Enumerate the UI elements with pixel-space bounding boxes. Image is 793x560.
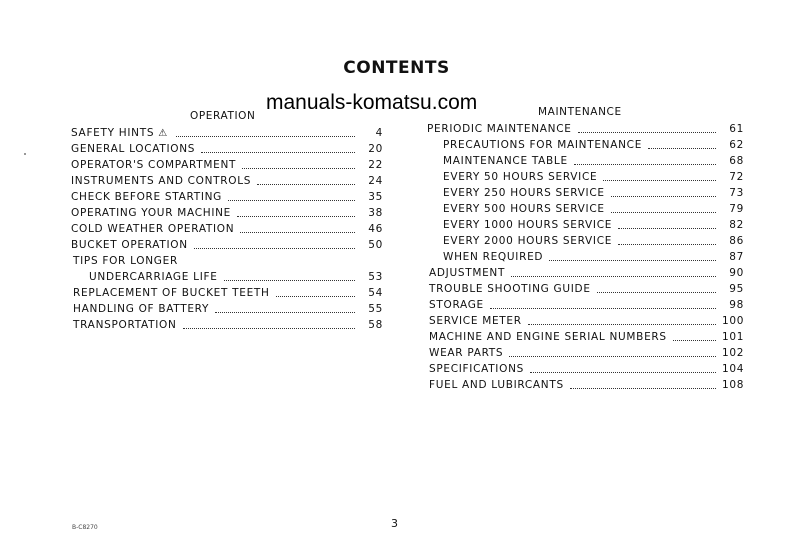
- toc-entry[interactable]: [443, 249, 744, 265]
- toc-entry[interactable]: [443, 185, 744, 201]
- leader-dots: [530, 372, 716, 373]
- leader-dots: [511, 276, 716, 277]
- toc-label: REPLACEMENT OF BUCKET TEETH: [73, 287, 270, 299]
- leader-dots: [578, 132, 716, 133]
- toc-entry[interactable]: [73, 301, 383, 317]
- toc-page: 20: [368, 143, 383, 155]
- scan-speck: [24, 153, 26, 155]
- leader-dots: [603, 180, 716, 181]
- toc-label: ADJUSTMENT: [429, 267, 506, 279]
- toc-entry[interactable]: [443, 169, 744, 185]
- leader-dots: [574, 164, 716, 165]
- warning-icon: ⚠: [158, 127, 168, 139]
- toc-entry[interactable]: [429, 345, 744, 361]
- leader-dots: [611, 212, 716, 213]
- toc-page: 82: [729, 219, 744, 231]
- leader-dots: [257, 184, 355, 185]
- toc-entry[interactable]: [71, 221, 383, 237]
- toc-page: 55: [368, 303, 383, 315]
- toc-page: 98: [729, 299, 744, 311]
- document-code: B-C8270: [72, 524, 98, 531]
- toc-entry[interactable]: [429, 265, 744, 281]
- leader-dots: [611, 196, 716, 197]
- toc-entry[interactable]: [71, 141, 383, 157]
- toc-entry[interactable]: [443, 153, 744, 169]
- toc-page: 35: [368, 191, 383, 203]
- toc-label: TRANSPORTATION: [73, 319, 177, 331]
- toc-label: SPECIFICATIONS: [429, 363, 524, 375]
- toc-page: 72: [729, 171, 744, 183]
- toc-entry[interactable]: [429, 297, 744, 313]
- toc-entry[interactable]: [71, 125, 383, 141]
- maintenance-heading: MAINTENANCE: [538, 106, 622, 118]
- toc-entry[interactable]: [443, 233, 744, 249]
- toc-label: EVERY 50 HOURS SERVICE: [443, 171, 598, 183]
- toc-page: 102: [722, 347, 745, 359]
- toc-page: 87: [729, 251, 744, 263]
- toc-page: 108: [722, 379, 745, 391]
- leader-dots: [673, 340, 716, 341]
- toc-entry[interactable]: [429, 377, 744, 393]
- toc-entry[interactable]: [443, 137, 744, 153]
- toc-page: 100: [722, 315, 745, 327]
- toc-page: 62: [729, 139, 744, 151]
- leader-dots: [276, 296, 355, 297]
- leader-dots: [528, 324, 716, 325]
- toc-label: EVERY 1000 HOURS SERVICE: [443, 219, 613, 231]
- toc-page: 104: [722, 363, 745, 375]
- toc-label: PERIODIC MAINTENANCE: [427, 123, 572, 135]
- toc-label: MAINTENANCE TABLE: [443, 155, 568, 167]
- toc-label: OPERATOR'S COMPARTMENT: [71, 159, 237, 171]
- toc-label: CHECK BEFORE STARTING: [71, 191, 223, 203]
- toc-entry[interactable]: [429, 361, 744, 377]
- toc-page: 95: [729, 283, 744, 295]
- toc-page: 68: [729, 155, 744, 167]
- toc-entry[interactable]: [71, 237, 383, 253]
- toc-page: 4: [375, 127, 383, 139]
- leader-dots: [194, 248, 355, 249]
- toc-label: HANDLING OF BATTERY: [73, 303, 210, 315]
- toc-label: WHEN REQUIRED: [443, 251, 544, 263]
- leader-dots: [490, 308, 716, 309]
- toc-page: 101: [722, 331, 745, 343]
- toc-label: EVERY 250 HOURS SERVICE: [443, 187, 605, 199]
- toc-entry[interactable]: [89, 269, 383, 285]
- leader-dots: [618, 228, 716, 229]
- toc-page: 61: [729, 123, 744, 135]
- leader-dots: [242, 168, 355, 169]
- toc-page: 54: [368, 287, 383, 299]
- toc-entry[interactable]: [427, 121, 744, 137]
- watermark-text: manuals-komatsu.com: [266, 91, 478, 114]
- toc-entry[interactable]: [71, 157, 383, 173]
- leader-dots: [237, 216, 355, 217]
- toc-entry[interactable]: [443, 217, 744, 233]
- toc-label: MACHINE AND ENGINE SERIAL NUMBERS: [429, 331, 667, 343]
- toc-label: EVERY 2000 HOURS SERVICE: [443, 235, 613, 247]
- toc-label: FUEL AND LUBIRCANTS: [429, 379, 564, 391]
- toc-page: 38: [368, 207, 383, 219]
- toc-entry[interactable]: [443, 201, 744, 217]
- toc-label: PRECAUTIONS FOR MAINTENANCE: [443, 139, 643, 151]
- leader-dots: [648, 148, 716, 149]
- toc-page: 79: [729, 203, 744, 215]
- page-number: 3: [391, 517, 398, 530]
- toc-page: 73: [729, 187, 744, 199]
- leader-dots: [618, 244, 716, 245]
- toc-label: UNDERCARRIAGE LIFE: [89, 271, 218, 283]
- toc-label: GENERAL LOCATIONS: [71, 143, 196, 155]
- toc-label: INSTRUMENTS AND CONTROLS: [71, 175, 252, 187]
- leader-dots: [215, 312, 355, 313]
- operation-heading: OPERATION: [190, 110, 256, 122]
- toc-page: 24: [368, 175, 383, 187]
- toc-page: 53: [368, 271, 383, 283]
- page-title: CONTENTS: [343, 58, 450, 78]
- toc-label: OPERATING YOUR MACHINE: [71, 207, 232, 219]
- toc-label: WEAR PARTS: [429, 347, 504, 359]
- toc-label: BUCKET OPERATION: [71, 239, 188, 251]
- toc-page: 22: [368, 159, 383, 171]
- toc-page: 86: [729, 235, 744, 247]
- toc-entry[interactable]: [73, 317, 383, 333]
- leader-dots: [201, 152, 355, 153]
- toc-label: COLD WEATHER OPERATION: [71, 223, 235, 235]
- leader-dots: [509, 356, 716, 357]
- toc-entry[interactable]: [429, 281, 744, 297]
- leader-dots: [549, 260, 716, 261]
- toc-label: SERVICE METER: [429, 315, 522, 327]
- leader-dots: [570, 388, 716, 389]
- toc-page: 58: [368, 319, 383, 331]
- leader-dots: [176, 136, 355, 137]
- leader-dots: [597, 292, 716, 293]
- toc-entry[interactable]: [71, 189, 383, 205]
- leader-dots: [228, 200, 355, 201]
- toc-entry[interactable]: [73, 285, 383, 301]
- toc-entry[interactable]: [71, 205, 383, 221]
- toc-page: 46: [368, 223, 383, 235]
- toc-entry[interactable]: [429, 313, 744, 329]
- toc-label: TIPS FOR LONGER: [73, 255, 178, 267]
- toc-label: SAFETY HINTS: [71, 127, 155, 139]
- leader-dots: [240, 232, 355, 233]
- toc-entry[interactable]: [71, 173, 383, 189]
- leader-dots: [183, 328, 355, 329]
- toc-label: STORAGE: [429, 299, 484, 311]
- toc-entry[interactable]: [73, 253, 383, 269]
- leader-dots: [224, 280, 355, 281]
- toc-page: 90: [729, 267, 744, 279]
- toc-label: TROUBLE SHOOTING GUIDE: [429, 283, 591, 295]
- toc-page: 50: [368, 239, 383, 251]
- toc-entry[interactable]: [429, 329, 744, 345]
- toc-label: EVERY 500 HOURS SERVICE: [443, 203, 605, 215]
